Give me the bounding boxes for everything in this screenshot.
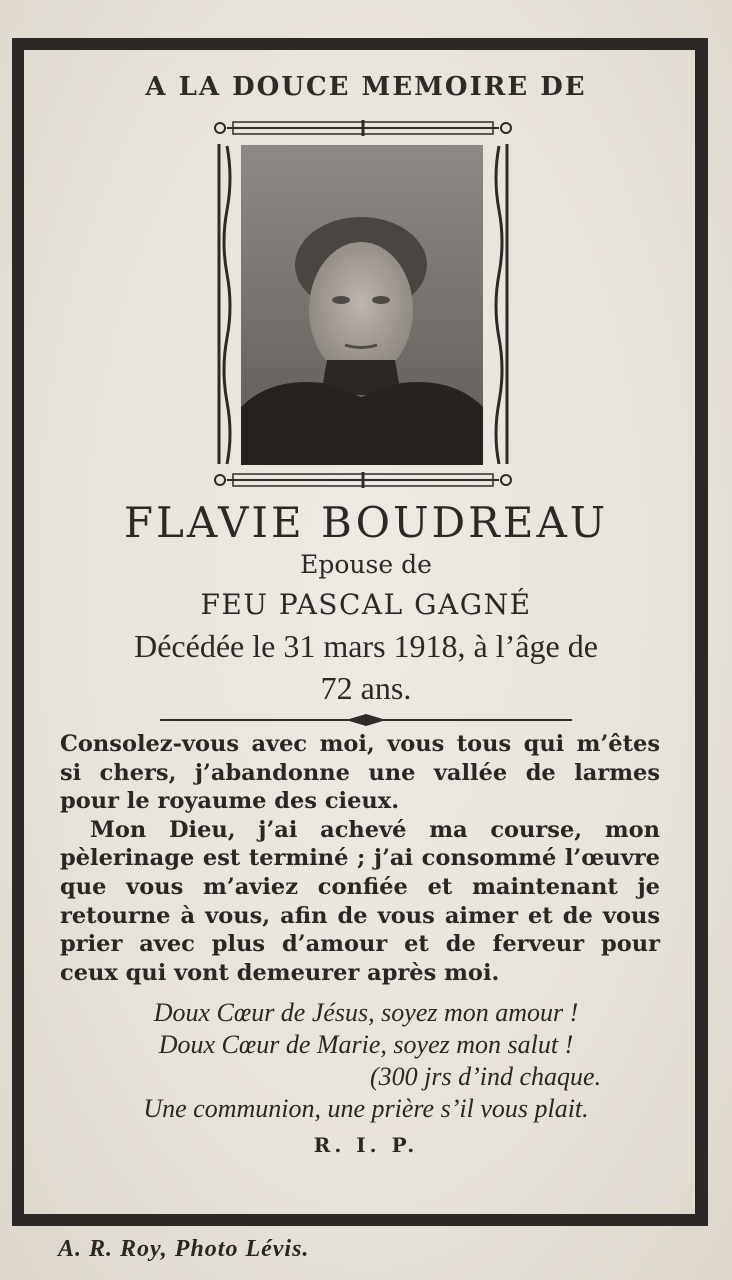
portrait-photo [241,145,483,465]
death-date: Décédée le 31 mars 1918, à l’âge de [134,628,598,664]
communion-request: Une communion, une prière s’il vous plait. [143,1094,589,1123]
indulgence-note: (300 jrs d’ind chaque. [370,1062,602,1091]
photographer-credit: A. R. Roy, Photo Lévis. [58,1236,310,1262]
prayer-marie: Doux Cœur de Marie, soyez mon salut ! [158,1030,574,1059]
consolation-text [60,730,660,987]
deceased-name: FLAVIE BOUDREAU [123,498,609,547]
ornamental-divider-icon [160,712,572,728]
rip-text: R. I. P. [313,1133,419,1157]
portrait-figure-icon [241,145,483,465]
farewell-paragraph: Mon Dieu, j’ai achevé ma course, mon pèlerinage est terminé ; j’ai consommé l’œuvre que vous m’aviez confiée et maintenant je retourne à vous, afin de vous aimer et de vous prier avec plus d’amour et de ferveur pour ceux qui vont demeurer après moi. [60,816,660,986]
spouse-name: FEU PASCAL GAGNÉ [200,588,532,621]
card-heading: A LA DOUCE MEMOIRE DE [145,72,587,102]
consolation-paragraph: Consolez-vous avec moi, vous tous qui m’êtes si chers, j’abandonne une vallée de larmes pour le royaume des cieux. [60,731,660,815]
spouse-label: Epouse de [300,550,432,579]
prayer-jesus: Doux Cœur de Jésus, soyez mon amour ! [153,998,579,1027]
age-at-death: 72 ans. [320,670,412,706]
